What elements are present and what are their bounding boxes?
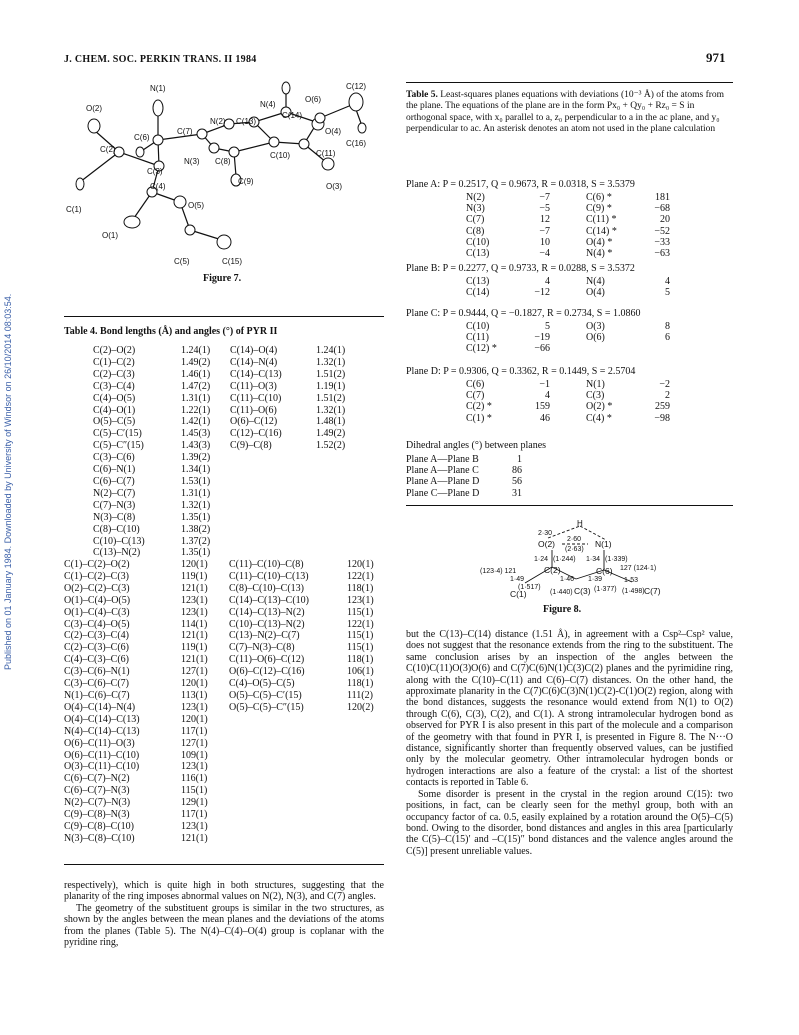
fig7-label: C(5) <box>174 257 190 266</box>
table-row: C(13)–N(2) 1.35(1) <box>93 547 211 559</box>
journal-header: J. CHEM. SOC. PERKIN TRANS. II 1984 <box>64 54 257 65</box>
figure-7-drawing <box>64 78 384 292</box>
fig7-label: C(7) <box>177 127 193 136</box>
table-row: C(14)–C(13)–N(2) 115(1) <box>229 606 374 618</box>
fig7-label: C(16) <box>346 139 367 148</box>
left-column-text <box>64 880 384 948</box>
download-note[interactable]: Published on 01 January 1984. Downloaded by University of Windsor on 26/10/2014 08:03:54. <box>3 293 13 670</box>
table-4-title: Table 4. Bond lengths (Å) and angles (°) of PYR II <box>64 326 278 337</box>
table-row: N(3)–C(8)–C(10) 121(1) <box>64 832 208 844</box>
table-row: C(3)–C(4) 1.47(2) <box>93 380 211 392</box>
fig7-label: C(12) <box>346 82 367 91</box>
fig8-label: (1·517) <box>518 584 541 591</box>
table-row: C(11) −19 O(6) 6 <box>466 332 670 344</box>
paragraph: Some disorder is present in the crystal in the region around C(15): two positions, in fact, can be clearly seen for the methyl group, both with an occupancy factor of ca. 0.5, easily explained by a rotation around the O(5)–C(5) bond. Owing to the disorder, bond distances and angles in this area [particularly the C(5)–C(15)′ and –C(15)″ bond distances and the valence angles around the C(5)] present unreliable values. <box>406 788 733 857</box>
fig7-label: O(6) <box>305 95 321 104</box>
figure-8-drawing <box>470 520 710 600</box>
table-row: C(3)–C(4)–O(5) 114(1) <box>64 618 208 630</box>
table-row: N(3) −5 C(9) * −68 <box>466 203 670 215</box>
table-row: O(5)–C(5)–C′(15) 111(2) <box>229 689 373 701</box>
table-row: N(3)–C(8) 1.35(1) <box>93 511 211 523</box>
table-row: Plane A—Plane B 1 <box>406 454 522 465</box>
table-4-bonds-left <box>93 345 210 559</box>
table-row: N(2)–C(7) 1.31(1) <box>93 487 211 499</box>
fig8-label: C(1) <box>510 589 527 599</box>
table-row: O(6)–C(11)–C(10) 109(1) <box>64 749 208 761</box>
table-row: C(1)–C(2)–C(3) 119(1) <box>64 570 208 582</box>
table-row: Plane A—Plane C 86 <box>406 465 522 477</box>
divider <box>64 316 384 317</box>
table-row: O(1)–C(4)–C(3) 123(1) <box>64 606 208 618</box>
fig8-label: C(7) <box>644 586 661 596</box>
table-row: C(14)–N(4) 1.32(1) <box>230 356 346 368</box>
table-row: C(11)–O(6)–C(12) 118(1) <box>229 654 374 666</box>
table-row: O(1)–C(4)–O(5) 123(1) <box>64 594 208 606</box>
fig8-label: 1·34 <box>586 556 601 563</box>
table-row: C(9)–C(8)–C(10) 123(1) <box>64 820 208 832</box>
fig8-label: 2·60 <box>567 536 582 543</box>
table-row: O(4)–C(14)–C(13) 120(1) <box>64 713 208 725</box>
table-row: C(9)–C(8)–N(3) 117(1) <box>64 809 208 821</box>
table-row: C(11)–O(3) 1.19(1) <box>230 380 346 392</box>
fig7-label: O(3) <box>326 182 342 191</box>
fig7-label: O(4) <box>325 127 341 136</box>
table-row: C(14)–O(4) 1.24(1) <box>230 345 346 356</box>
fig8-label: 2·30 <box>538 530 553 537</box>
table-row: N(2) −7 C(6) * 181 <box>466 192 670 203</box>
fig8-label: (1·244) <box>553 556 576 563</box>
fig8-label: (2·63) <box>565 546 584 553</box>
fig8-label: (1·377) <box>594 586 617 593</box>
paragraph: respectively), which is quite high in both structures, suggesting that the planarity of the ring imposes abnormal values on N(2), N(3), and C(7) angles. <box>64 880 384 903</box>
fig7-label: C(2) <box>100 145 116 154</box>
table-row: Plane C—Plane D 31 <box>406 487 522 499</box>
plane-c-equation: Plane C: P = 0.9444, Q = −0.1827, R = 0.2734, S = 1.0860 <box>406 308 641 319</box>
table-row: C(6)–C(7) 1.53(1) <box>93 475 211 487</box>
dihedral-table <box>406 454 522 499</box>
table-row: C(10) 10 O(4) * −33 <box>466 236 670 248</box>
table-row: C(2)–C(3) 1.46(1) <box>93 368 211 380</box>
table-row: C(10) 5 O(3) 8 <box>466 321 670 332</box>
table-row: C(7)–N(3) 1.32(1) <box>93 499 211 511</box>
plane-d-deviations <box>466 379 670 424</box>
fig7-label: O(5) <box>188 201 204 210</box>
table-row: C(1)–C(2)–O(2) 120(1) <box>64 559 208 570</box>
fig8-label: 127 (124·1) <box>620 565 657 572</box>
fig8-label: N(1) <box>595 539 612 549</box>
table-row: N(4)–C(14)–C(13) 117(1) <box>64 725 208 737</box>
table-row: C(6)–C(7)–N(3) 115(1) <box>64 785 208 797</box>
page-number: 971 <box>706 50 726 65</box>
table-row: O(2)–C(2)–C(3) 121(1) <box>64 582 208 594</box>
table-row: C(4)–O(1) 1.22(1) <box>93 404 211 416</box>
fig7-label: C(9) <box>238 177 254 186</box>
table-row: C(2)–O(2) 1.24(1) <box>93 345 211 356</box>
table-row: C(8)–C(10)–C(13) 118(1) <box>229 582 374 594</box>
table-row: C(3)–C(6)–N(1) 127(1) <box>64 666 208 678</box>
table-row: C(8)–C(10) 1.38(2) <box>93 523 211 535</box>
divider <box>406 505 733 506</box>
fig8-label: O(2) <box>538 539 555 549</box>
table-row: C(1) * 46 C(4) * −98 <box>466 412 670 424</box>
table-row: C(14)–C(13) 1.51(2) <box>230 368 346 380</box>
table-row: C(5)–C″(15) 1.43(3) <box>93 440 211 452</box>
plane-c-deviations <box>466 321 670 355</box>
table-row: C(11)–C(10) 1.51(2) <box>230 392 346 404</box>
fig7-label: N(4) <box>260 100 276 109</box>
fig7-label: C(1) <box>66 205 82 214</box>
table-row: C(13) 4 N(4) 4 <box>466 276 670 287</box>
plane-a-equation: Plane A: P = 0.2517, Q = 0.9673, R = 0.0318, S = 3.5379 <box>406 179 635 190</box>
table-row: C(3)–C(6) 1.39(2) <box>93 452 211 464</box>
table-row: C(9)–C(8) 1.52(2) <box>230 440 346 452</box>
fig8-label: H <box>577 520 583 528</box>
fig7-label: O(1) <box>102 231 118 240</box>
fig8-label: 1·24 <box>534 556 549 563</box>
side-note <box>3 170 17 670</box>
table-row: C(10)–C(13) 1.37(2) <box>93 535 211 547</box>
table-row: O(3)–C(11)–C(10) 123(1) <box>64 761 208 773</box>
plane-b-equation: Plane B: P = 0.2277, Q = 0.9733, R = 0.0288, S = 3.5372 <box>406 263 635 274</box>
fig7-label: C(3) <box>147 167 163 176</box>
divider <box>64 864 384 865</box>
table-row: C(2)–C(3)–C(4) 121(1) <box>64 630 208 642</box>
table-row: C(4)–O(5) 1.31(1) <box>93 392 211 404</box>
divider <box>406 82 733 83</box>
table-row: C(11)–C(10)–C(8) 120(1) <box>229 559 374 570</box>
table-row: O(5)–C(5) 1.42(1) <box>93 416 211 428</box>
table-row: C(12) * −66 <box>466 343 550 355</box>
fig8-label: (123·4) 121 <box>480 568 517 575</box>
table-row: C(1)–C(2) 1.49(2) <box>93 356 211 368</box>
table-5-title <box>406 90 733 135</box>
table-row: C(4)–C(3)–C(6) 121(1) <box>64 654 208 666</box>
table-row: C(13)–N(2)–C(7) 115(1) <box>229 630 374 642</box>
paragraph: but the C(13)–C(14) distance (1.51 Å), in agreement with a Csp²–Csp² value, does not suggest that the resonance extends from the ring to the substituent. The same conclusion arises by an inspection of the angles between the C(10)C(11)O(3)O(6) and C(7)C(6)N(1)C(3)C(2) planes and the pyrimidine ring, along with the C(10)–C(11) and C(6)–C(7) distances. On the other hand, the approximate planarity in the C(7)C(6)C(3)N(1)C(2)-C(1)O(2) region, along with the bond distances, suggests the resonance would extend from N(1) to O(2) through C(6), C(3), C(2), and C(1). A strong intramolecular hydrogen bond as observed for PYR I is also present in this part of the molecule and a comparison of the geometry with that found in PYR I, is presented in Figure 8. The N···O distance, significantly shorter than frequently observed values, can be justified only by the molecular geometry. Other intramolecular hydrogen bonds or hydrogen interactions are also a feature of the crystal: a list of the shortest contacts is reported in Table 6. <box>406 629 733 789</box>
fig7-label: C(14) <box>282 111 303 120</box>
table-row: C(6)–N(1) 1.34(1) <box>93 464 211 476</box>
table-row: O(6)–C(12)–C(16) 106(1) <box>229 666 374 678</box>
table-row: C(8) −7 C(14) * −52 <box>466 225 670 237</box>
table-row: C(13) −4 N(4) * −63 <box>466 248 670 260</box>
fig7-label: N(3) <box>184 157 200 166</box>
table-row: C(2)–C(3)–C(6) 119(1) <box>64 642 208 654</box>
table-row: N(1)–C(6)–C(7) 113(1) <box>64 689 208 701</box>
fig8-label: C(2) <box>544 565 561 575</box>
fig8-label: 1·39 <box>588 576 603 583</box>
table-row: C(12)–C(16) 1.49(2) <box>230 428 346 440</box>
fig8-label: 1·49 <box>510 576 525 583</box>
fig7-label: O(2) <box>86 104 102 113</box>
table-row: C(11)–O(6) 1.32(1) <box>230 404 346 416</box>
fig7-label: N(1) <box>150 84 166 93</box>
table-5-caption: Least-squares planes equations with deviations (10⁻³ Å) of the atoms from the plane. The equations of the plane are in the form Px₀ + Qy₀ + Rz₀ = S in orthogonal space, with x₀ parallel to a, z₀ perpendicular to a in the ac plane, and y₀ perpendicular to ac. An asterisk denotes an atom not used in the plane calculation <box>406 90 725 134</box>
dihedral-title: Dihedral angles (°) between planes <box>406 440 547 451</box>
table-row: O(5)–C(5)–C″(15) 120(2) <box>229 701 374 713</box>
figure-7-caption: Figure 7. <box>203 273 242 284</box>
plane-d-equation: Plane D: P = 0.9306, Q = 0.3362, R = 0.1449, S = 2.5704 <box>406 366 636 377</box>
fig8-label: (1·339) <box>605 556 628 563</box>
fig8-label: 1·53 <box>624 577 639 584</box>
table-row: C(7) 4 C(3) 2 <box>466 390 670 402</box>
fig7-label: N(2) <box>210 117 226 126</box>
table-4-angles-left <box>64 559 208 845</box>
plane-a-deviations <box>466 192 670 259</box>
table-row: O(4)–C(14)–N(4) 123(1) <box>64 701 208 713</box>
table-row: C(7) 12 C(11) * 20 <box>466 214 670 226</box>
table-row: O(6)–C(11)–O(3) 127(1) <box>64 737 208 749</box>
table-row: O(6)–C(12) 1.48(1) <box>230 416 346 428</box>
fig7-label: C(15) <box>222 257 243 266</box>
fig7-label: C(4) <box>150 182 166 191</box>
table-row: Plane A—Plane D 56 <box>406 476 522 488</box>
figure-8-caption: Figure 8. <box>543 604 582 615</box>
paragraph: The geometry of the substituent groups is similar in the two structures, as shown by the angles between the mean planes and the deviations of the atoms from the planes (Table 5). The N(4)–C(4)–O(4) group is coplanar with the pyridine ring, <box>64 902 384 949</box>
table-row: C(6) −1 N(1) −2 <box>466 379 670 390</box>
fig7-label: C(10) <box>270 151 291 160</box>
table-4-bonds-right <box>230 345 345 452</box>
table-row: C(7)–N(3)–C(8) 115(1) <box>229 642 374 654</box>
table-row: C(14)–C(13)–C(10) 123(1) <box>229 594 374 606</box>
fig8-label: 1·46 <box>560 576 575 583</box>
table-row: C(4)–O(5)–C(5) 118(1) <box>229 678 374 690</box>
right-column-text <box>406 629 733 857</box>
fig8-label: C(3) <box>574 586 591 596</box>
fig8-label: (1·440) <box>550 589 573 596</box>
table-row: N(2)–C(7)–N(3) 129(1) <box>64 797 208 809</box>
table-row: C(2) * 159 O(2) * 259 <box>466 401 670 413</box>
table-5-label: Table 5. <box>406 90 438 100</box>
table-row: C(6)–C(7)–N(2) 116(1) <box>64 773 208 785</box>
fig8-label: C(6) <box>596 566 613 576</box>
fig7-label: C(6) <box>134 133 150 142</box>
fig7-label: C(13) <box>236 117 257 126</box>
table-row: C(5)–C′(15) 1.45(3) <box>93 428 211 440</box>
table-4-angles-right <box>229 559 374 714</box>
table-row: C(14) −12 O(4) 5 <box>466 287 670 299</box>
fig8-label: (1·498) <box>622 588 645 595</box>
table-row: C(11)–C(10)–C(13) 122(1) <box>229 570 374 582</box>
fig7-label: C(8) <box>215 157 231 166</box>
table-row: C(10)–C(13)–N(2) 122(1) <box>229 618 374 630</box>
table-row: C(3)–C(6)–C(7) 120(1) <box>64 678 208 690</box>
plane-b-deviations <box>466 276 670 298</box>
fig7-label: C(11) <box>316 149 336 158</box>
